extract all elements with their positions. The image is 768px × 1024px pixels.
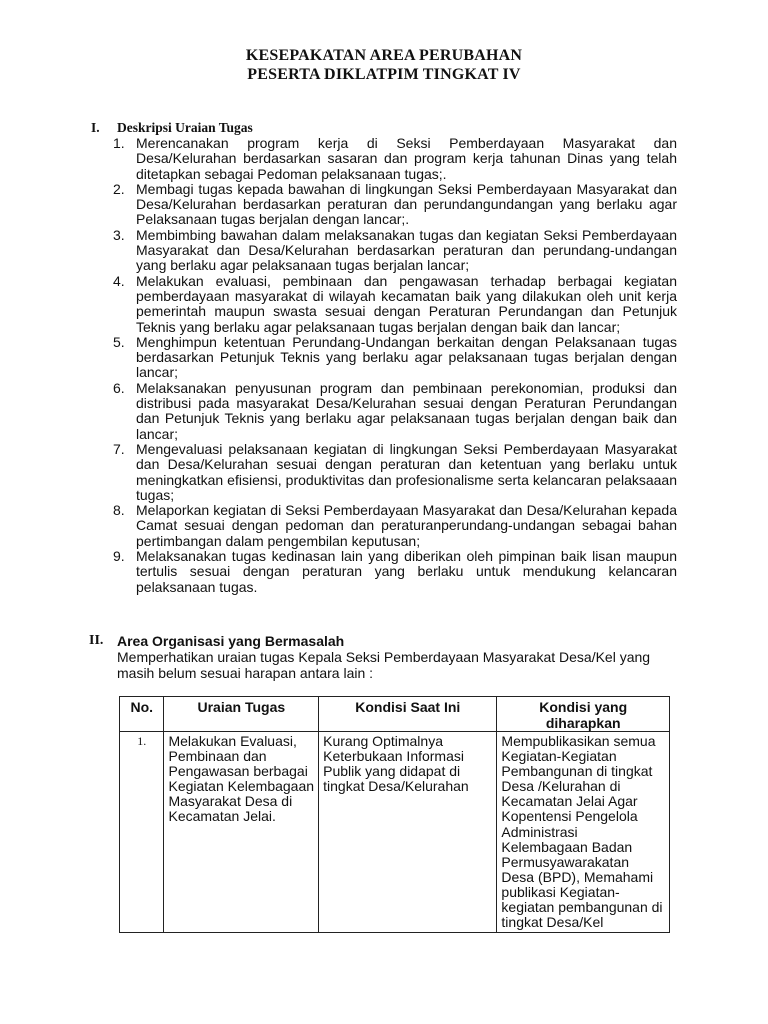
cell-no: 1. bbox=[120, 732, 164, 933]
task-list bbox=[113, 136, 677, 595]
task-number: 6. bbox=[113, 379, 125, 396]
table-row bbox=[120, 732, 670, 933]
task-number: 5. bbox=[113, 333, 125, 350]
task-text: Menghimpun ketentuan Perundang-Undangan berkaitan dengan Pelaksanaan tugas berdasarkan Petunjuk Teknis yang berlaku agar pelaksanaan tugas berjalan dengan lancar; bbox=[136, 333, 677, 381]
section1-numeral: I. bbox=[91, 120, 100, 135]
document-title-line1: KESEPAKATAN AREA PERUBAHAN bbox=[245, 47, 523, 64]
table-header-row bbox=[120, 697, 670, 732]
section1-heading: Deskripsi Uraian Tugas bbox=[117, 120, 253, 135]
task-text: Merencanakan program kerja di Seksi Pemberdayaan Masyarakat dan Desa/Kelurahan berdasarkan sasaran dan program kerja tahunan Dinas yang telah ditetapkan sebagai Pedoman pelaksanaan tugas;. bbox=[136, 135, 677, 182]
task-text: Melaksanakan penyusunan program dan pembinaan perekonomian, produksi dan distribusi pada masyarakat Desa/Kelurahan sesuai dengan Peraturan Perundangan dan Petunjuk Teknis yang berlaku agar pelaksanaan tugas berjalan dengan baik dan lancar; bbox=[136, 379, 677, 442]
cell-harapan: Mempublikasikan semua Kegiatan-Kegiatan Pembangunan di tingkat Desa /Kelurahan di Kecamatan Jelai Agar Kopentensi Pengelola Administrasi Kelembagaan Badan Permusyawarakatan Desa (BPD), Memahami publikasi Kegiatan-kegiatan pembangunan di tingkat Desa/Kel bbox=[497, 732, 670, 933]
task-number: 9. bbox=[113, 548, 125, 565]
col-header-harapan: Kondisi yang diharapkan bbox=[497, 697, 670, 732]
col-header-no: No. bbox=[120, 697, 164, 732]
task-text: Mengevaluasi pelaksanaan kegiatan di lingkungan Seksi Pemberdayaan Masyarakat dan Desa/Kelurahan sesuai dengan peraturan dan ketentuan yang berlaku untuk meningkatkan efisiensi, produktivitas dan profesionalisme serta kelancaran pelaksaaan tugas; bbox=[136, 440, 677, 503]
task-item bbox=[113, 136, 677, 182]
task-text: Melakukan evaluasi, pembinaan dan pengawasan terhadap berbagai kegiatan pemberdayaan masyarakat di wilayah kecamatan baik yang dilakukan oleh unit kerja pemerintah maupun swasta sesuai dengan Peraturan Perundangan dan Petunjuk Teknis yang berlaku agar pelaksanaan tugas berjalan dengan baik dan lancar; bbox=[136, 272, 677, 335]
task-number: 8. bbox=[113, 502, 125, 519]
col-header-uraian: Uraian Tugas bbox=[164, 697, 319, 732]
task-number: 3. bbox=[113, 226, 125, 243]
section2-heading: Area Organisasi yang Bermasalah bbox=[117, 633, 345, 649]
task-text: Melaksanakan tugas kedinasan lain yang diberikan oleh pimpinan baik lisan maupun tertulis sesuai dengan peraturan yang berlaku untuk mendukung kelancaran pelaksanaan tugas. bbox=[136, 548, 677, 595]
task-item bbox=[113, 335, 677, 381]
task-text: Membagi tugas kepada bawahan di lingkungan Seksi Pemberdayaan Masyarakat dan Desa/Kelurahan berdasarkan peraturan dan perundangundangan yang berlaku agar Pelaksanaan tugas berjalan dengan lancar;. bbox=[136, 180, 677, 228]
task-item bbox=[113, 182, 677, 228]
task-number: 2. bbox=[113, 180, 125, 197]
document-title-line2: PESERTA DIKLATPIM TINGKAT IV bbox=[247, 66, 521, 83]
task-item bbox=[113, 503, 677, 549]
task-item bbox=[113, 549, 677, 595]
cell-kondisi: Kurang Optimalnya Keterbukaan Informasi Publik yang didapat di tingkat Desa/Kelurahan bbox=[319, 732, 497, 933]
task-number: 4. bbox=[113, 272, 125, 289]
cell-uraian: Melakukan Evaluasi, Pembinaan dan Pengawasan berbagai Kegiatan Kelembagaan Masyarakat Desa di Kecamatan Jelai. bbox=[164, 732, 319, 933]
task-item bbox=[113, 442, 677, 503]
task-text: Membimbing bawahan dalam melaksanakan tugas dan kegiatan Seksi Pemberdayaan Masyarakat dan Desa/Kelurahan berdasarkan peraturan dan perundang-undangan yang berlaku agar pelaksanaan tugas berjalan lancar; bbox=[136, 226, 677, 274]
task-number: 7. bbox=[113, 440, 125, 457]
task-number: 1. bbox=[113, 135, 125, 151]
section2-intro: Memperhatikan uraian tugas Kepala Seksi Pemberdayaan Masyarakat Desa/Kel yang masih belum sesuai harapan antara lain : bbox=[117, 649, 651, 681]
col-header-kondisi: Kondisi Saat Ini bbox=[319, 697, 497, 732]
task-item bbox=[113, 274, 677, 335]
problem-area-table bbox=[119, 696, 670, 933]
task-text: Melaporkan kegiatan di Seksi Pemberdayaan Masyarakat dan Desa/Kelurahan kepada Camat sesuai dengan pedoman dan peraturanperundang-undangan sebagai bahan pertimbangan dalam pengembilan keputusan; bbox=[136, 502, 677, 549]
task-item bbox=[113, 381, 677, 442]
task-item bbox=[113, 228, 677, 274]
section2-numeral: II. bbox=[89, 633, 104, 648]
